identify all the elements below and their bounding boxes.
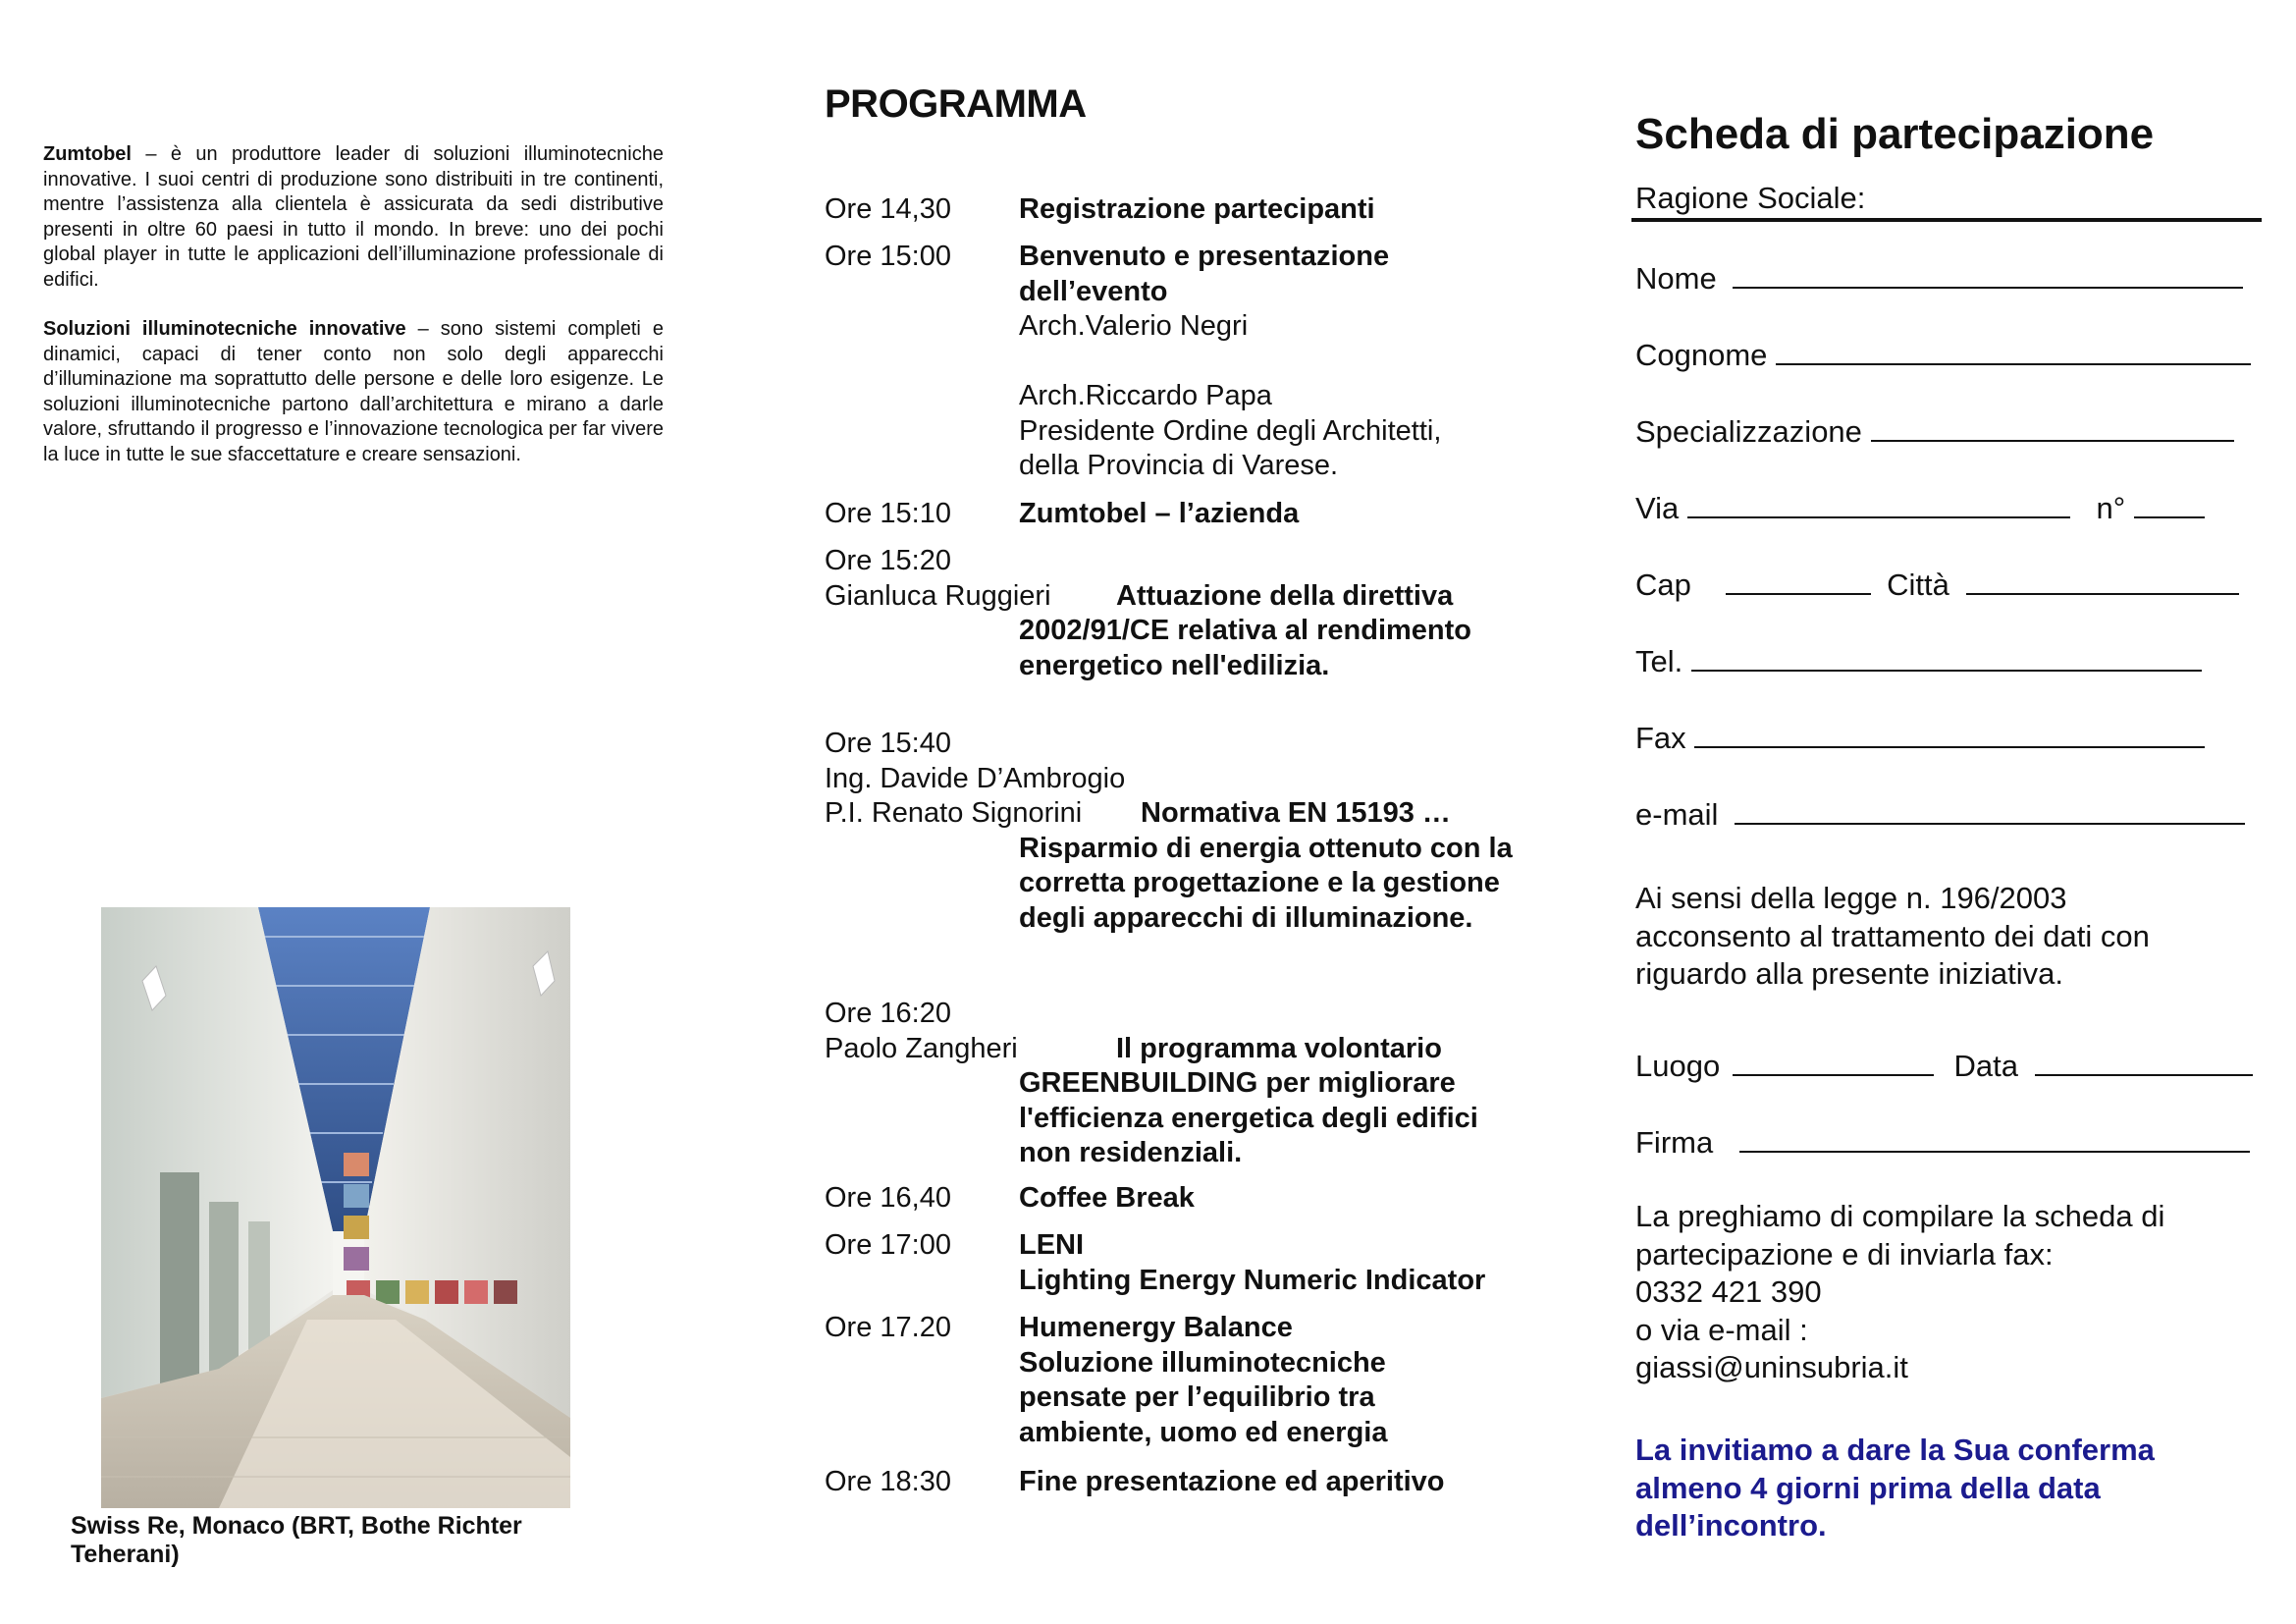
schedule-time: Ore 15:40 (825, 728, 951, 759)
fax-field[interactable] (1694, 719, 2205, 748)
schedule-speaker-row (825, 579, 1551, 615)
schedule-time: Ore 16,40 (825, 1182, 951, 1214)
schedule-content (1019, 1311, 1431, 1450)
schedule-title: Registrazione partecipanti (1019, 193, 1375, 225)
schedule-time: Ore 14,30 (825, 193, 951, 225)
email-row (1635, 795, 2245, 833)
email-address: giassi@uninsubria.it (1635, 1350, 1908, 1384)
building-photo (101, 907, 570, 1508)
schedule-title: Normativa EN 15193 … (1141, 797, 1451, 829)
schedule-time: Ore 16:20 (825, 998, 951, 1029)
schedule-item (825, 727, 1551, 936)
schedule-title: Humenergy Balance (1019, 1312, 1293, 1343)
firma-row (1635, 1123, 2250, 1161)
schedule-title-cont: 2002/91/CE relativa al rendimento energetico nell'edilizia. (1019, 615, 1471, 681)
numero-field[interactable] (2134, 489, 2205, 518)
cap-label: Cap (1635, 568, 1691, 602)
company-description (43, 142, 664, 492)
schedule-time: Ore 15:10 (825, 498, 951, 529)
schedule-item (825, 997, 1551, 1171)
numero-label: n° (2096, 491, 2126, 525)
schedule-content (1019, 240, 1451, 484)
about-title-2: Soluzioni illuminotecniche innovative (43, 318, 406, 340)
schedule-title: LENI (1019, 1229, 1085, 1261)
schedule-speaker: Paolo Zangheri (825, 1032, 1018, 1064)
schedule-title: Benvenuto e presentazione dell’evento (1019, 241, 1390, 307)
ragione-sociale-row (1635, 181, 1865, 216)
photo-caption: Swiss Re, Monaco (BRT, Bothe Richter Teherani) (71, 1512, 522, 1568)
schedule-subtitle: Lighting Energy Numeric Indicator (1019, 1264, 1486, 1296)
cap-citta-row (1635, 566, 2239, 603)
about-text-1: – è un produttore leader di soluzioni illuminotecniche innovative. I suoi centri di produzione sono distribuiti in tre continenti, mentre l’assistenza alla clientela è assicurata da sedi distributive presenti in oltre 60 paesi in tutto il mondo. In breve: uno dei pochi global player in tutte le applicazioni dell’illuminazione professionale di edifici. (43, 143, 664, 291)
via-row (1635, 489, 2205, 526)
nome-label: Nome (1635, 261, 1717, 296)
cognome-row (1635, 336, 2251, 373)
confirmation-note: La invitiamo a dare la Sua conferma almeno 4 giorni prima della data dell’incontro. (1635, 1433, 2155, 1543)
cap-field[interactable] (1726, 566, 1871, 595)
schedule-speaker: Arch.Riccardo Papa (1019, 380, 1272, 411)
schedule-content (1019, 1228, 1549, 1298)
email-field[interactable] (1735, 795, 2245, 825)
about-paragraph-1 (43, 142, 664, 293)
schedule-title: Coffee Break (1019, 1182, 1195, 1214)
about-title-1: Zumtobel (43, 143, 132, 165)
program-title: PROGRAMMA (825, 82, 1087, 126)
schedule-title: Zumtobel – l’azienda (1019, 498, 1300, 529)
fax-label: Fax (1635, 721, 1686, 755)
firma-field[interactable] (1739, 1123, 2250, 1153)
instructions (1635, 1198, 2224, 1387)
ragione-sociale-field[interactable] (1631, 218, 2262, 222)
via-field[interactable] (1687, 489, 2070, 518)
schedule-speaker: Arch.Valerio Negri (1019, 310, 1249, 342)
schedule-time: Ore 17:00 (825, 1229, 951, 1261)
citta-field[interactable] (1966, 566, 2239, 595)
schedule-item (825, 544, 1551, 683)
schedule-speaker-role: Presidente Ordine degli Architetti, (1019, 414, 1442, 447)
schedule-title-cont: GREENBUILDING per migliorare l'efficienza energetica degli edifici non residenziali. (1019, 1067, 1478, 1168)
schedule-speaker: Gianluca Ruggieri (825, 579, 1051, 612)
luogo-field[interactable] (1733, 1047, 1934, 1076)
fax-number: 0332 421 390 (1635, 1274, 1822, 1309)
about-paragraph-2 (43, 317, 664, 467)
luogo-label: Luogo (1635, 1049, 1721, 1083)
email-label: e-mail (1635, 797, 1719, 832)
schedule-speaker: P.I. Renato Signorini (825, 797, 1083, 829)
schedule-speaker-row (825, 796, 1551, 832)
schedule-time: Ore 18:30 (825, 1466, 951, 1497)
about-text-2: – sono sistemi completi e dinamici, capaci di tener conto non solo degli apparecchi d’illuminazione ma soprattutto delle persone e delle loro esigenze. Le soluzioni illuminotecniche partono dall’architettura e mirano a darle valore, sfruttando il progresso e l’innovazione tecnologica per far vivere la luce in tutte le sue sfaccettature e creare sensazioni. (43, 318, 664, 465)
cognome-label: Cognome (1635, 338, 1768, 372)
data-label: Data (1953, 1049, 2018, 1083)
via-label: Via (1635, 491, 1680, 525)
schedule-title: Fine presentazione ed aperitivo (1019, 1466, 1445, 1497)
nome-row (1635, 259, 2243, 297)
tel-label: Tel. (1635, 644, 1683, 678)
instructions-email-text: o via e-mail : (1635, 1312, 1808, 1347)
data-field[interactable] (2035, 1047, 2253, 1076)
schedule-speaker-role: della Provincia di Varese. (1019, 450, 1339, 481)
schedule-subtitle: Soluzione illuminotecniche pensate per l’equilibrio tra ambiente, uomo ed energia (1019, 1346, 1388, 1448)
specializzazione-row (1635, 412, 2234, 450)
tel-field[interactable] (1691, 642, 2202, 672)
fax-row (1635, 719, 2205, 756)
cognome-field[interactable] (1776, 336, 2251, 365)
schedule-time: Ore 17.20 (825, 1312, 951, 1343)
nome-field[interactable] (1733, 259, 2243, 289)
specializzazione-label: Specializzazione (1635, 414, 1862, 449)
ragione-sociale-label: Ragione Sociale: (1635, 181, 1866, 215)
spacer (1019, 345, 1451, 380)
schedule-time: Ore 15:20 (825, 545, 951, 576)
privacy-consent: Ai sensi della legge n. 196/2003 acconsento al trattamento dei dati con riguardo alla presente iniziativa. (1635, 881, 2150, 991)
schedule-speaker-row (825, 1032, 1551, 1067)
schedule-title-cont: Risparmio di energia ottenuto con la corretta progettazione e la gestione degli apparecchi di illuminazione. (1019, 832, 1513, 934)
schedule-title: Attuazione della direttiva (1116, 579, 1454, 612)
schedule-time: Ore 15:00 (825, 241, 951, 272)
form-title: Scheda di partecipazione (1635, 110, 2155, 158)
tel-row (1635, 642, 2202, 679)
luogo-data-row (1635, 1047, 2253, 1084)
schedule-title: Il programma volontario (1116, 1032, 1442, 1064)
specializzazione-field[interactable] (1871, 412, 2234, 442)
citta-label: Città (1887, 568, 1949, 602)
instructions-text: La preghiamo di compilare la scheda di partecipazione e di inviarla fax: (1635, 1199, 2165, 1272)
schedule-speaker: Ing. Davide D’Ambrogio (825, 762, 1126, 794)
firma-label: Firma (1635, 1125, 1714, 1160)
